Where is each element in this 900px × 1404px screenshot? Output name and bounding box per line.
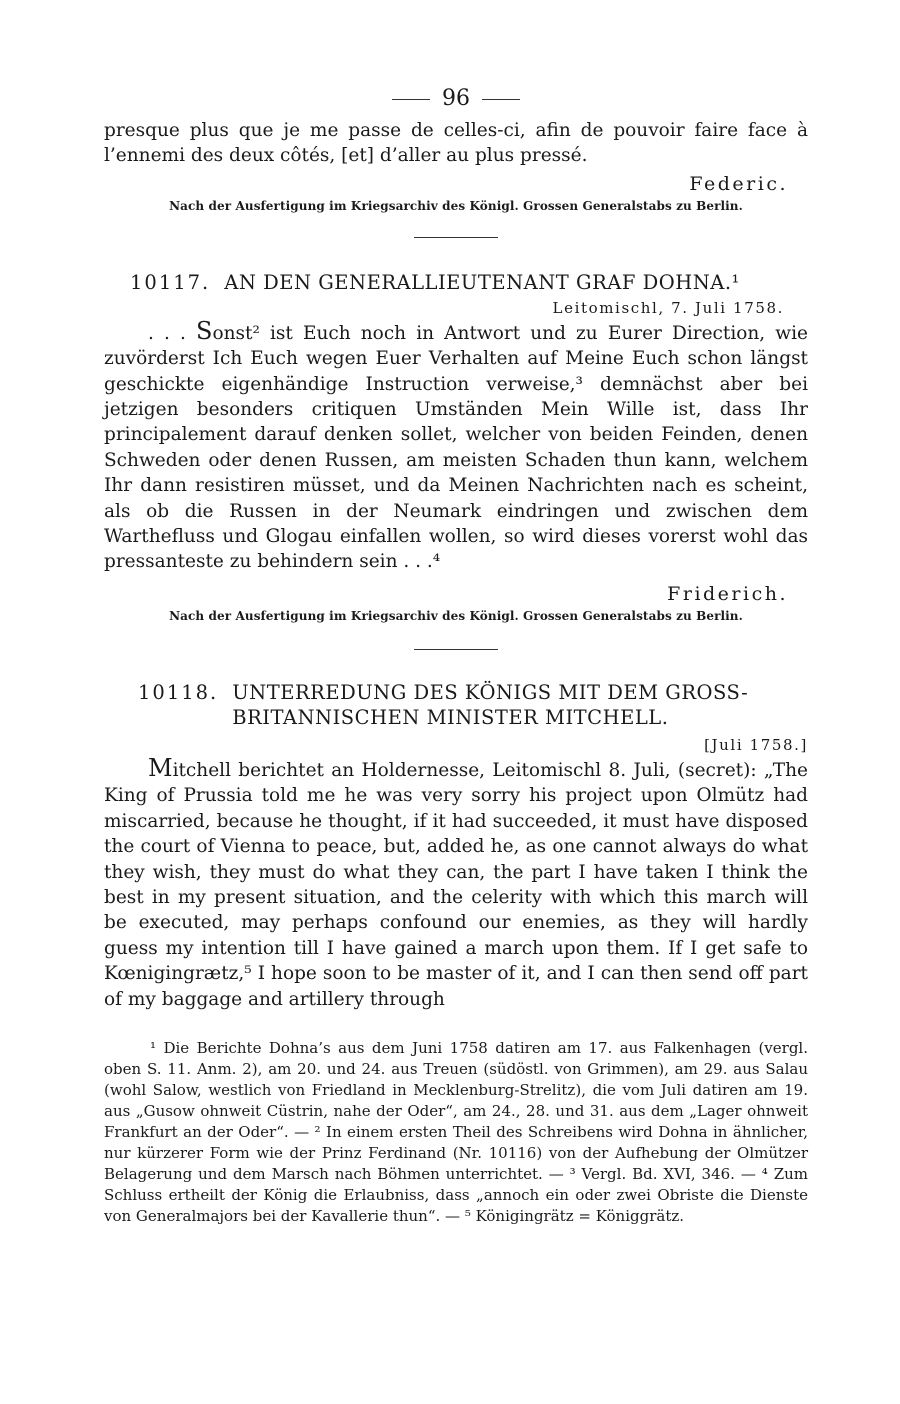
section-divider <box>414 649 498 650</box>
letter-10117-heading <box>104 270 808 295</box>
letter-10117-paragraph <box>104 316 808 575</box>
page-number: 96 <box>442 86 470 111</box>
letter-10117-source-note: Nach der Ausfertigung im Kriegsarchiv des Königl. Grossen Generalstabs zu Berlin. <box>169 608 743 623</box>
letter-10118-initial: M <box>148 753 173 782</box>
letter-10117-title: AN DEN GENERALLIEUTENANT GRAF DOHNA.¹ <box>224 270 740 294</box>
letter-10117-dateline: Leitomischl, 7. Juli 1758. <box>552 298 784 317</box>
letter-10117-body <box>104 316 808 575</box>
intro-paragraph: presque plus que je me passe de celles-ci, afin de pouvoir faire face à l’ennemi des deux côtés, [et] d’aller au plus pressé. <box>104 120 808 167</box>
letter-10118-heading <box>104 680 808 730</box>
letter-10118-title: UNTERREDUNG DES KÖNIGS MIT DEM GROSS-BRITANNISCHEN MINISTER MITCHELL. <box>232 680 749 729</box>
page-header <box>104 84 808 118</box>
letter-10118-text: itchell berichtet an Holdernesse, Leitomischl 8. Juli, (secret): „The King of Prussia told me he was very sorry his project upon Olmütz had miscarried, because he thought, if it had succeeded, it must have disposed the court of Vienna to peace, but, added he, as one cannot always do what they wish, they must do what they can, the part I have taken I think the best in my present situation, and the celerity with which this march will be executed, may perhaps confound our enemies, as they will hardly guess my intention till I have gained a march upon them. If I get safe to Kœnigingrætz,⁵ I hope soon to be master of it, and I can then send off part of my baggage and artillery through <box>104 759 808 1010</box>
document-page <box>104 84 808 1227</box>
header-dash-left <box>392 99 430 100</box>
letter-10117-number: 10117. <box>130 270 211 294</box>
letter-10118-body <box>104 753 808 1012</box>
letter-10118-paragraph <box>104 753 808 1012</box>
section-divider <box>414 237 498 238</box>
letter-10117-signature: Friderich. <box>667 582 788 605</box>
letter-10118-number: 10118. <box>138 680 219 704</box>
intro-signature: Federic. <box>689 172 788 195</box>
intro-source-note: Nach der Ausfertigung im Kriegsarchiv des Königl. Grossen Generalstabs zu Berlin. <box>169 198 743 213</box>
footnotes <box>104 1038 808 1227</box>
header-dash-right <box>482 99 520 100</box>
intro-text <box>104 118 808 169</box>
letter-10117-lead: . . . <box>148 322 197 344</box>
letter-10117-initial: S <box>196 316 213 345</box>
letter-10117-text: onst² ist Euch noch in Antwort und zu Eurer Direction, wie zuvörderst Ich Euch wegen Euer Verhalten auf Meine Euch schon längst geschickte eigenhändige Instruction verweise,³ demnächst aber bei jetzigen besonders critiquen Umständen Mein Wille ist, dass Ihr principalement darauf denken sollet, welcher von beiden Feinden, denen Schweden oder denen Russen, am meisten Schaden thun kann, welchem Ihr dann resistiren müsset, und da Meinen Nachrichten nach es scheint, als ob die Russen in der Neumark eindringen und zwischen dem Warthefluss und Glogau einfallen wollen, so wird dieses vorerst wohl das pressanteste zu behindern sein . . .⁴ <box>104 322 808 573</box>
footnotes-text: ¹ Die Berichte Dohna’s aus dem Juni 1758 datiren am 17. aus Falkenhagen (vergl. oben S. 11. Anm. 2), am 20. und 24. aus Treuen (südöstl. von Grimmen), am 29. aus Salau (wohl Salow, westlich von Friedland in Mecklenburg-Strelitz), die vom Juli datiren am 19. aus „Gusow ohnweit Cüstrin, nahe der Oder“, am 24., 28. und 31. aus dem „Lager ohnweit Frankfurt an der Oder“. — ² In einem ersten Theil des Schreibens wird Dohna in ähnlicher, nur kürzerer Form wie der Prinz Ferdinand (Nr. 10116) von der Aufhebung der Olmützer Belagerung und dem Marsch nach Böhmen unterrichtet. — ³ Vergl. Bd. XVI, 346. — ⁴ Zum Schluss ertheilt der König die Erlaubniss, dass „annoch ein oder zwei Obriste die Dienste von Generalmajors bei der Kavallerie thun“. — ⁵ Königingrätz = Königgrätz. <box>104 1038 808 1225</box>
letter-10118-dateline: [Juli 1758.] <box>704 735 808 754</box>
